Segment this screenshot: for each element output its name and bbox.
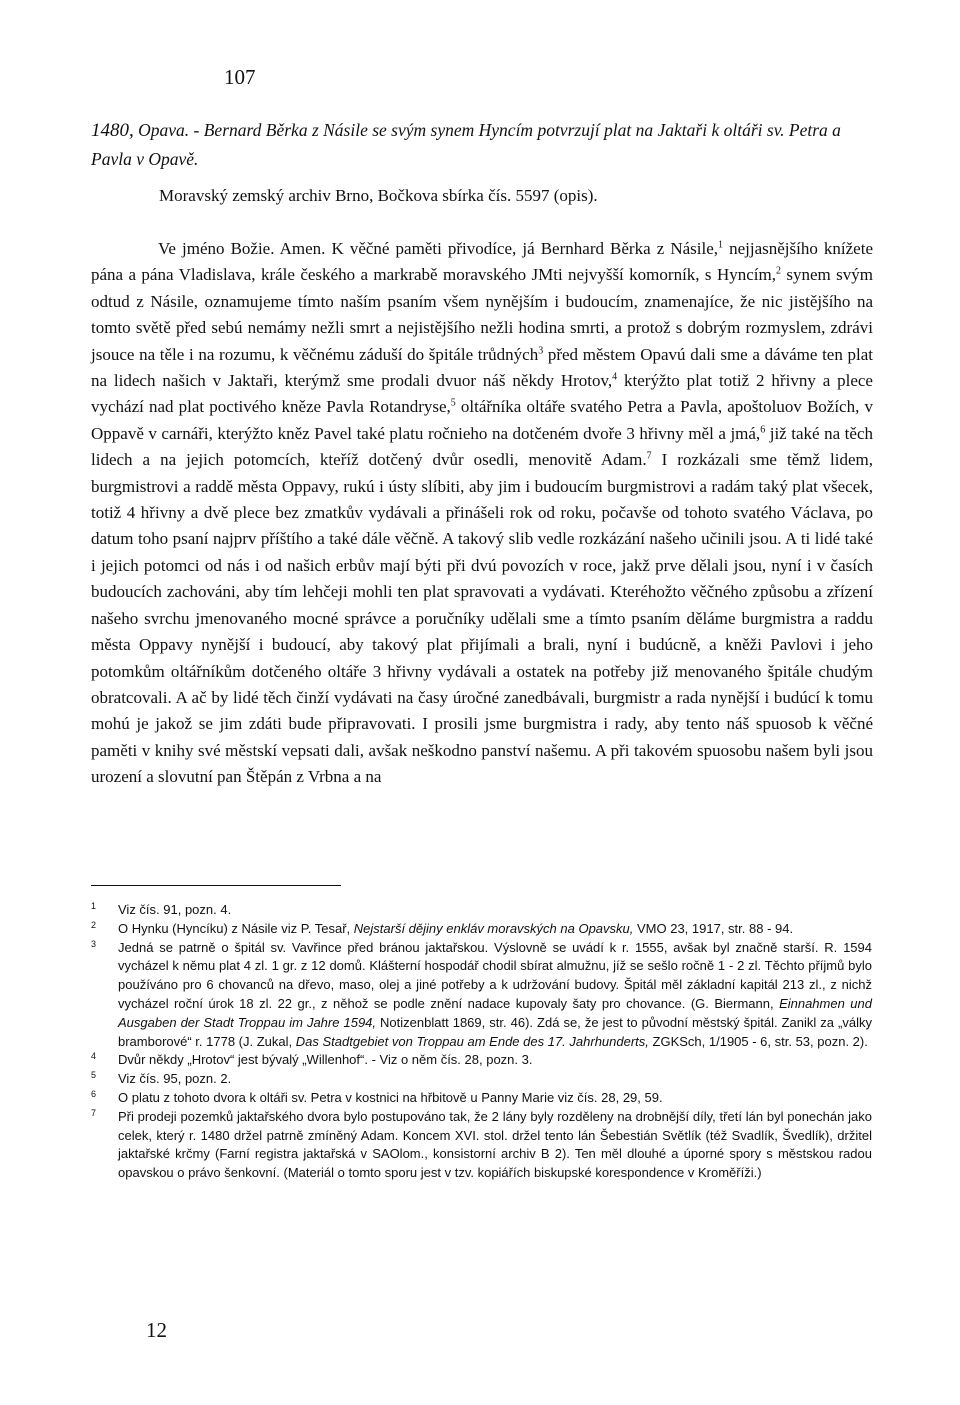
page-number-bottom: 12 <box>146 1318 167 1342</box>
text-segment: před městem Opavú dali sme a dáváme ten plat na lidech našich v Jaktaři, kterýmž sme prodali dvuor náš někdy Hrotov, <box>91 344 873 391</box>
page-number-top: 107 <box>224 65 256 89</box>
footnote-ref: 5 <box>450 397 456 409</box>
footnote-number: 1 <box>91 901 97 911</box>
document-heading <box>91 116 877 174</box>
footnote-5 <box>91 1070 872 1089</box>
footnote-number: 5 <box>91 1070 97 1081</box>
footnote-divider <box>91 885 341 886</box>
footnote-text: ZGKSch, 1/1905 - 6, str. 53, pozn. 2). <box>648 1033 868 1049</box>
footnote-ref: 1 <box>718 239 724 251</box>
footnote-3 <box>91 939 872 1052</box>
footnote-text: Viz čís. 95, pozn. 2. <box>118 1071 232 1087</box>
footnote-number: 3 <box>91 938 97 949</box>
archive-source: Moravský zemský archiv Brno, Bočkova sbírka čís. 5597 (opis). <box>159 186 598 205</box>
footnote-ref: 7 <box>646 450 652 462</box>
footnote-number: 7 <box>91 1107 97 1118</box>
footnote-number: 2 <box>91 919 97 930</box>
footnote-title: Einnahmen und Ausgaben der Stadt Troppau im Jahre 1594, <box>118 995 872 1030</box>
text-segment: I rozkázali sme těmž lidem, burgmistrovi a raddě města Oppavy, rukú i ústy slíbiti, aby jim i budoucím burgmistrovi a radám taký plat všecek, totiž 4 hřivny a dvě plece bez zmatkův vydávali a přinášeli rok od roku, počavše od tohoto svatého Václava, po datum toho psaní najprv příštího a také dále věčně. A takový slib vedle rozkázání našeho učinili jsou. A ti lidé také i jejich potomci od nás i od našich erbův mají býti při dvú povozích v roce, jakž prve dělali jsou, nyní i v časích budoucích zachováni, aby tím lehčeji mohli ten plat spravovati a vydávati. Kteréhožto věčného způsobu a zřízení našeho svrchu jmenovaného mocné správce a poručníky udělali sme a tímto psaním děláme burgmistra a raddu města Oppavy nynější i budoucí, aby takový plat přijímali a brali, nyní i budúcně, a kněži Pavlovi i jeho potomkům oltářníkům dotčeného oltáře 3 hřivny vydávali a ostatek na potřeby již menovaného špitále chudým obratcovali. A ač by lidé těch činží vydávati na časy úročné zanedbávali, burgmistr a rada nynější i budúcí k tomu mohú je jakož se jim zdáti bude připravovati. I prosili jsme burgmistra i rady, aby tento náš spuosob k věčné paměti v knihy své městskí vepsati dali, avšak neškodno panství našemu. A při takovém spuosobu našem byli jsou urození a slovutní pan Štěpán z Vrbna a na <box>91 450 873 787</box>
footnote-ref: 3 <box>538 344 544 356</box>
footnote-2 <box>91 920 872 939</box>
text-segment: již také na těch lidech a na jejich potomcích, kteříž dotčený dvůr osedli, menovitě Adam. <box>91 423 873 470</box>
footnotes-section <box>91 901 872 1183</box>
footnote-title: Das Stadtgebiet von Troppau am Ende des 17. Jahrhunderts, <box>295 1033 649 1049</box>
text-segment: nejjasnějšího knížete pána a pána Vladislava, krále českého a markrabě moravského JMti nejvyšší komorník, s Hyncím, <box>91 239 874 285</box>
footnote-text: Jedná se patrně o špitál sv. Vavřince před bránou jaktařskou. Výslovně se uvádí k r. 1555, avšak byl značně starší. R. 1594 vycházel k němu plat 4 zl. 1 gr. z 12 domů. Klášterní hospodář chodil sbírat almužnu, jíž se sešlo ročně 1 - 2 zl. Těchto příjmů bylo používáno pro 6 chovanců na dřevo, maso, olej a jiné potřeby a k udržování budovy. Špitál měl základní kapitál 213 zl., z nichž vycházel roční úrok 18 zl. 22 gr., z něhož se podle znění nadace kupovaly šaty pro chovance. (G. Biermann, <box>118 939 872 1011</box>
footnote-4 <box>91 1051 872 1070</box>
footnote-text: Při prodeji pozemků jaktařského dvora bylo postupováno tak, že 2 lány byly rozděleny na drobnější díly, třetí lán byl ponechán jako celek, který r. 1480 držel patrně zmíněný Adam. Koncem XVI. stol. držel tento lán Šebestián Světlík (též Svadlík, Švedlík), držitel jaktařské krčmy (Farní registra jaktařská v SAOlom., konsistorní archiv B 2). Ten měl dlouhé a úporné spory s městskou radou opavskou o právo šenkovní. (Materiál o tomto sporu jest v tzv. kopiářích biskupské korespondence v Kroměříži.) <box>118 1108 872 1181</box>
footnote-7 <box>91 1108 872 1183</box>
heading-text: Opava. - Bernard Běrka z Násile se svým synem Hyncím potvrzují plat na Jaktaři k oltáři sv. Petra a Pavla v Opavě. <box>91 120 841 169</box>
footnote-title: Nejstarší dějiny enkláv moravských na Opavsku, <box>353 920 634 936</box>
footnote-ref: 2 <box>775 265 781 277</box>
footnote-ref: 4 <box>612 371 618 383</box>
footnote-number: 6 <box>91 1088 97 1099</box>
footnote-text: VMO 23, 1917, str. 88 - 94. <box>633 920 794 936</box>
footnote-1 <box>91 901 872 920</box>
charter-text <box>91 236 873 791</box>
text-segment: kterýžto plat totiž 2 hřivny a plece vychází nad plat poctivého kněze Pavla Rotandryse, <box>91 371 873 417</box>
heading-year: 1480, <box>91 120 134 141</box>
footnote-text: O Hynku (Hyncíku) z Násile viz P. Tesař, <box>118 920 354 936</box>
text-segment: oltářníka oltáře svatého Petra a Pavla, apoštoluov Božích, v Oppavě v carnáři, kterýžto kněz Pavel také platu ročnieho na dotčeném dvoře 3 hřivny měl a jmá, <box>91 397 873 443</box>
footnote-6 <box>91 1089 872 1108</box>
footnote-text: O platu z tohoto dvora k oltáři sv. Petra v kostnici na hřbitově u Panny Marie viz čís. 28, 29, 59. <box>118 1089 663 1105</box>
text-segment: Ve jméno Božie. Amen. K věčné paměti přivodíce, já Bernhard Běrka z Násile, <box>158 239 719 258</box>
text-segment: synem svým odtud z Násile, oznamujeme tímto naším psaním všem nynějším i budoucím, znamenajíce, že nic jistějšího na tomto světě před sebú nemámy nežli smrt a nejistějšího nežli hodina smrti, a protož s dobrým rozmyslem, zdrávi jsouce na těle i na rozumu, k věčnému záduší do špitále trůdných <box>91 265 873 364</box>
footnote-ref: 6 <box>760 424 766 436</box>
footnote-number: 4 <box>91 1051 97 1062</box>
footnote-text: Dvůr někdy „Hrotov“ jest bývalý „Willenhof“. - Viz o něm čís. 28, pozn. 3. <box>118 1052 533 1068</box>
footnote-text: Viz čís. 91, pozn. 4. <box>118 902 232 917</box>
footnote-text: Notizenblatt 1869, str. 46). Zdá se, že jest to původní městský špitál. Zanikl za „války bramborové“ r. 1778 (J. Zukal, <box>118 1014 873 1049</box>
